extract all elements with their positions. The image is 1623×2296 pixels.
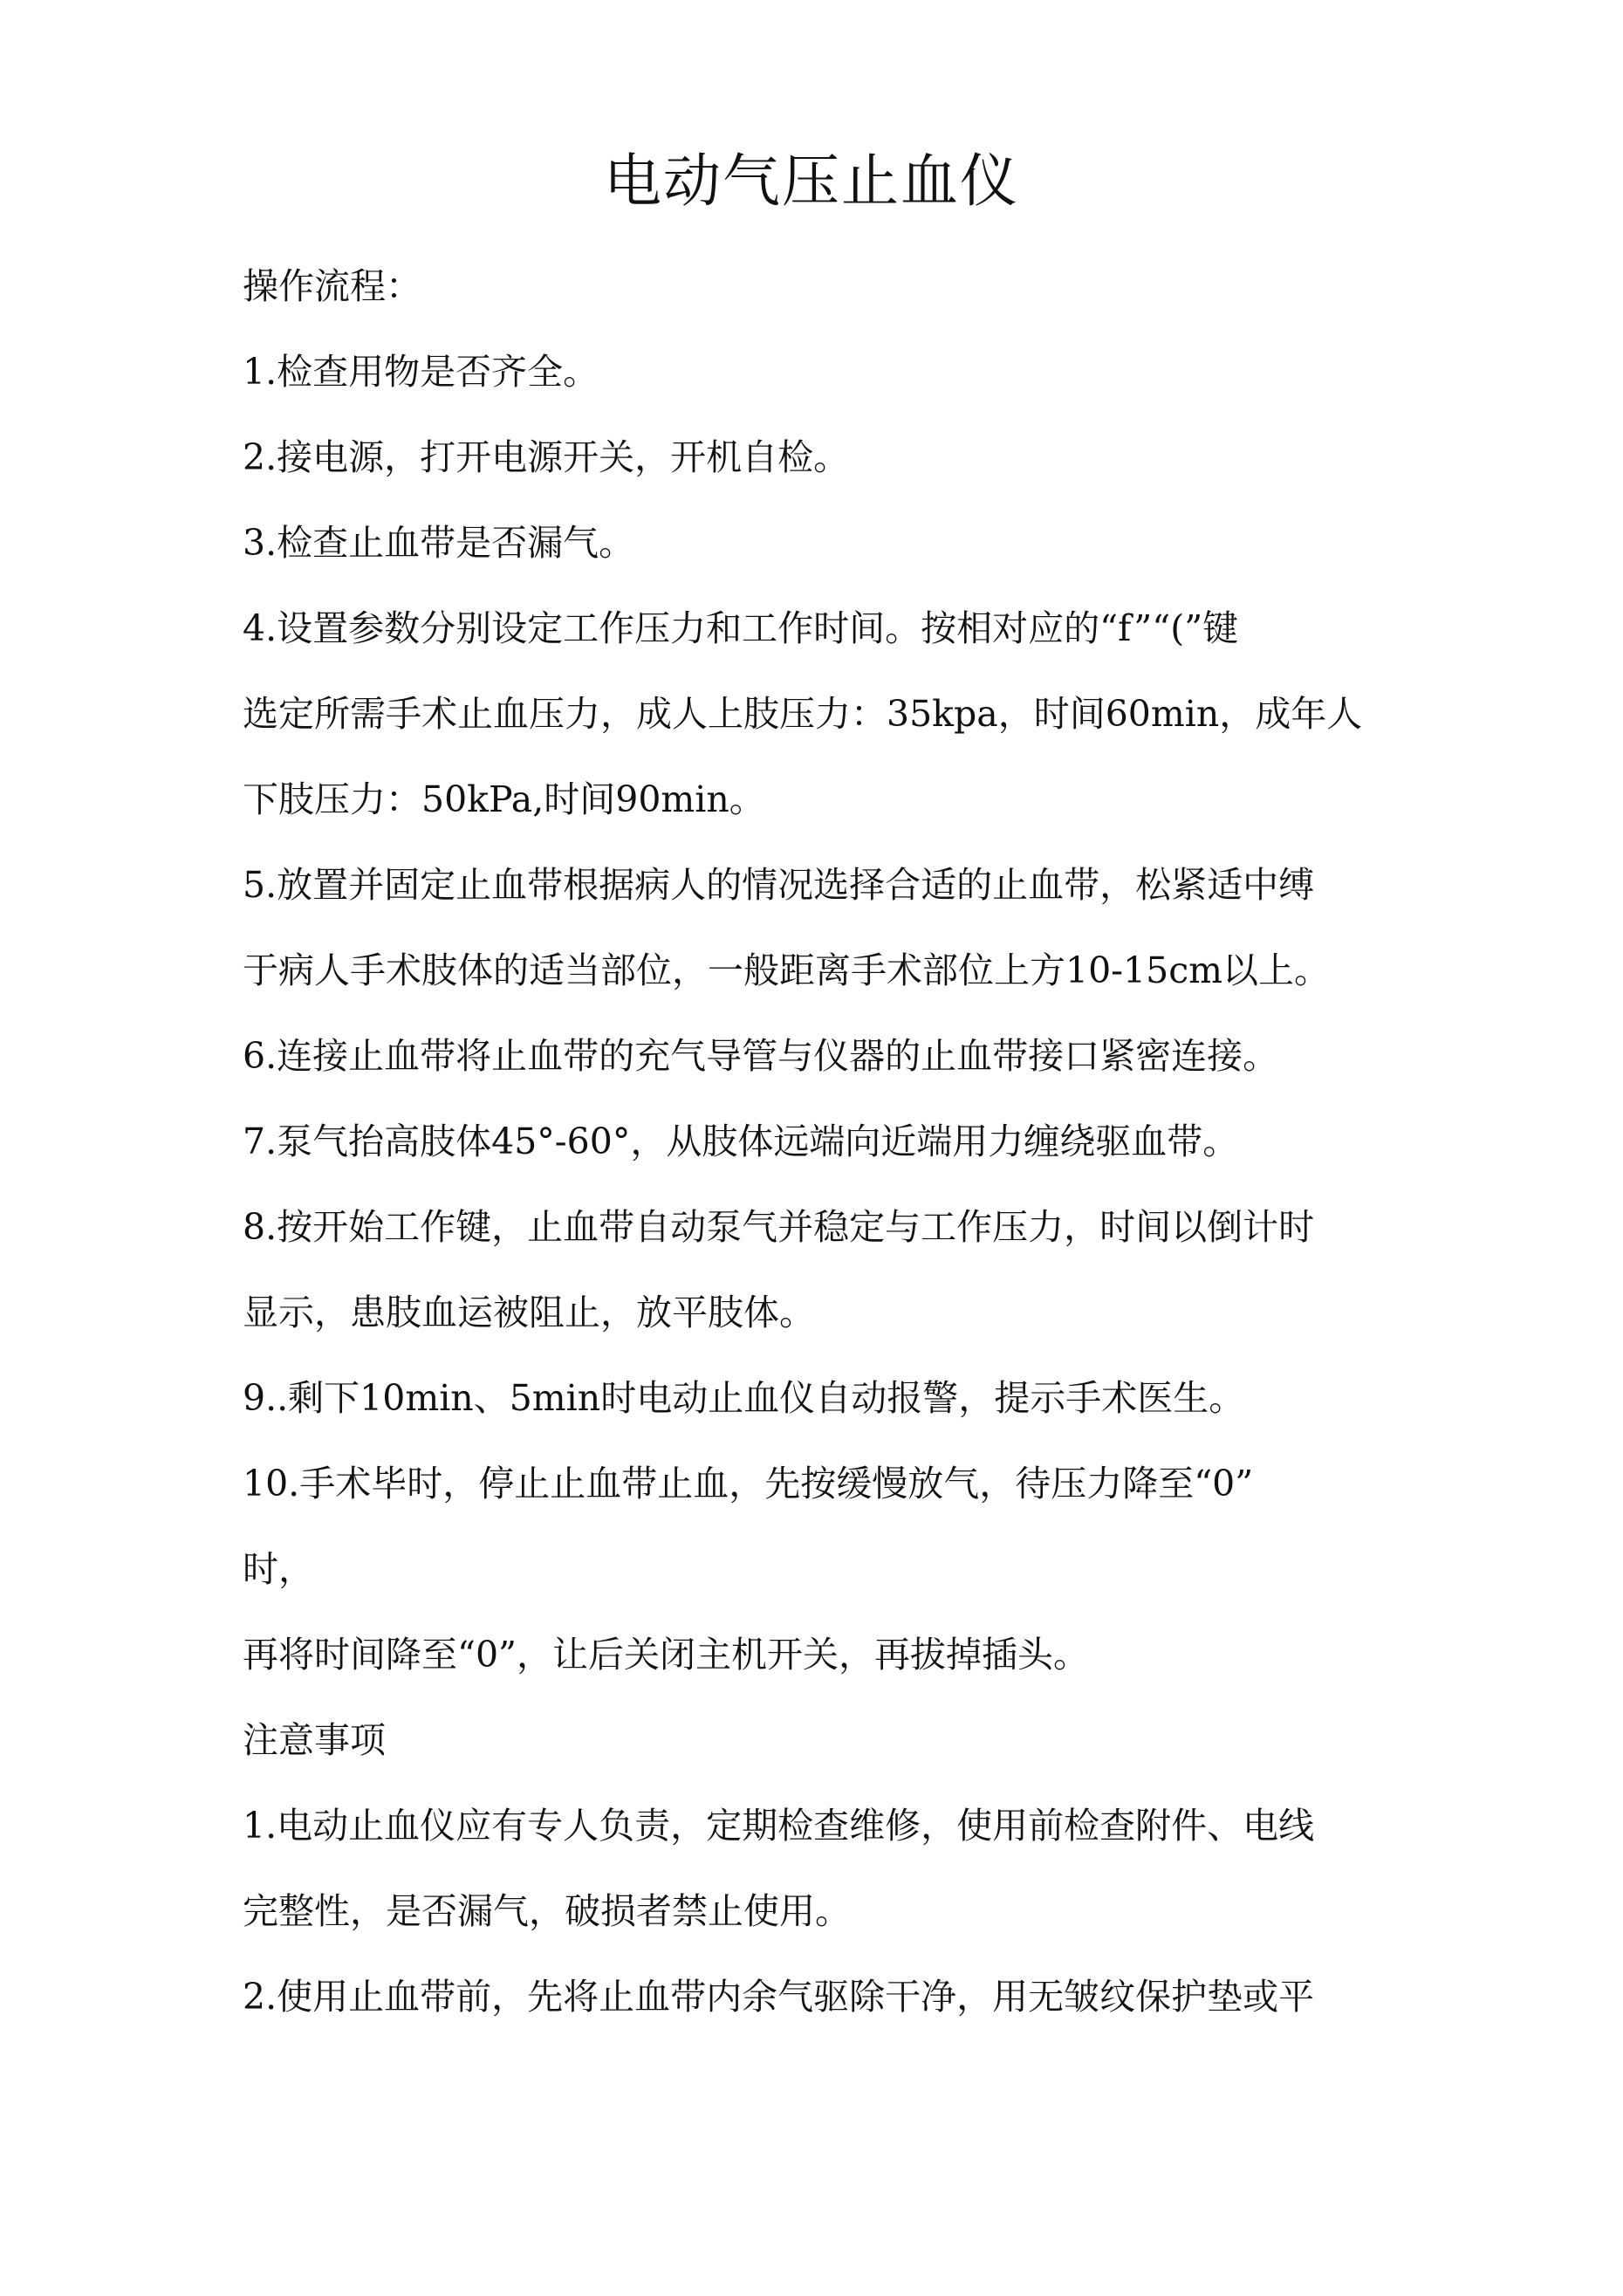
text-line: 2.接电源，打开电源开关，开机自检。 <box>243 436 850 478</box>
text-line: 1.电动止血仪应有专人负责，定期检查维修，使用前检查附件、电线 <box>243 1805 1315 1847</box>
text-line: 9..剩下10min、5min时电动止血仪自动报警，提示手术医生。 <box>243 1377 1245 1419</box>
section-heading-precautions: 注意事项 <box>243 1719 386 1761</box>
text-line: 4.设置参数分别设定工作压力和工作时间。按相对应的“f”“(”键 <box>243 607 1239 649</box>
text-line: 3.检查止血带是否漏气。 <box>243 522 635 564</box>
text-line: 下肢压力：50kPa,时间90min。 <box>243 778 765 820</box>
text-line: 10.手术毕时，停止止血带止血，先按缓慢放气，待压力降至“0” <box>243 1463 1254 1504</box>
text-line: 6.连接止血带将止血带的充气导管与仪器的止血带接口紧密连接。 <box>243 1035 1279 1077</box>
text-line: 7.泵气抬高肢体45°-60°，从肢体远端向近端用力缠绕驱血带。 <box>243 1121 1239 1162</box>
text-line: 完整性，是否漏气，破损者禁止使用。 <box>243 1890 851 1932</box>
text-line: 1.检查用物是否齐全。 <box>243 351 599 393</box>
text-line: 8.按开始工作键，止血带自动泵气并稳定与工作压力，时间以倒计时 <box>243 1206 1315 1248</box>
text-line: 时， <box>243 1548 314 1590</box>
text-line: 再将时间降至“0”，让后关闭主机开关，再拔掉插头。 <box>243 1634 1090 1676</box>
text-line: 显示，患肢血运被阻止，放平肢体。 <box>243 1292 815 1333</box>
text-line: 于病人手术肢体的适当部位，一般距离手术部位上方10-15cm以上。 <box>243 949 1331 991</box>
text-line: 选定所需手术止血压力，成人上肢压力：35kpa，时间60min，成年人 <box>243 693 1363 735</box>
section-heading-procedure: 操作流程： <box>243 265 421 307</box>
text-line: 5.放置并固定止血带根据病人的情况选择合适的止血带，松紧适中缚 <box>243 864 1315 906</box>
document-title: 电动气压止血仪 <box>604 147 1019 215</box>
text-line: 2.使用止血带前，先将止血带内余气驱除干净，用无皱纹保护垫或平 <box>243 1976 1315 2018</box>
